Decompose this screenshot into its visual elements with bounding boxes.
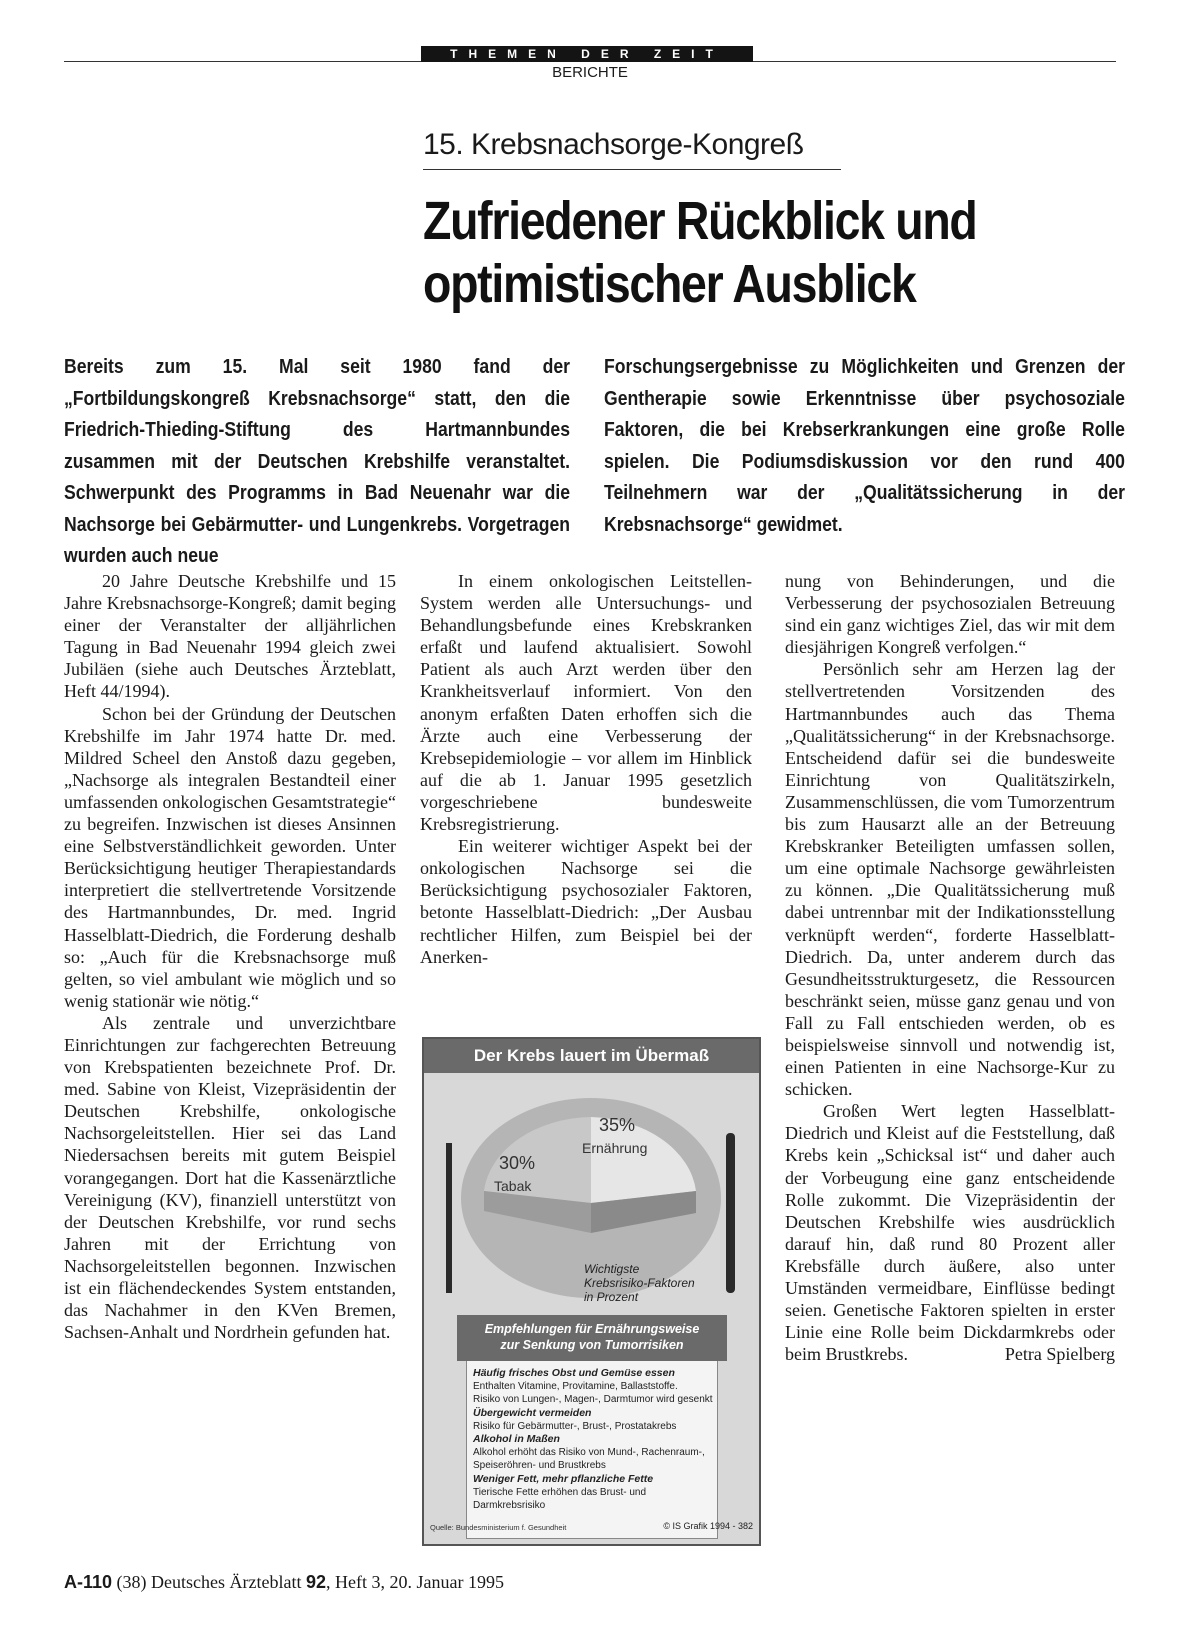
recommendations-heading-1: Empfehlungen für Ernährungsweise (484, 1322, 700, 1336)
section-label: THEMEN DER ZEIT (421, 46, 753, 62)
knife-icon (726, 1133, 735, 1293)
lead-right: Forschungsergebnisse zu Möglichkeiten und Grenzen der Gentherapie sowie Erkenntnisse über psychosoziale Faktoren, die bei Krebserkrankungen eine große Rolle spielen. Die Podiumsdiskussion vor den rund 400 Teilnehmern war der „Qualitätssicherung in der Krebsnachsorge“ gewidmet. (604, 356, 1125, 536)
risk-factor-graphic (422, 1037, 761, 1546)
recommendations-heading (457, 1315, 727, 1361)
caption-line-1: Wichtigste (584, 1262, 640, 1276)
page-number: A-110 (64, 1572, 113, 1592)
paragraph: Als zentrale und unverzichtbare Einrichtungen zur fachgerechten Betreuung von Krebspatienten bezeichnete Prof. Dr. med. Sabine von Kleist, Vizepräsidentin der Deutschen Krebshilfe, onkologische Nachsorgeleitstellen. Hier sei das Land Niedersachsen bereits mit gutem Beispiel vorangegangen. Dort hat die Kassenärztliche Vereinigung (KV), finanziell unterstützt von der Deutschen Krebshilfe, vor rund sechs Jahren mit der Errichtung von Nachsorgeleitstellen begonnen. Inzwischen ist ein flächendeckendes System entstanden, das Nachahmer in den KVen Bremen, Sachsen-Anhalt und Nordrhein gefunden hat. (64, 1012, 396, 1343)
article-kicker: 15. Krebsnachsorge-Kongreß (423, 128, 804, 161)
body-column-2 (420, 570, 752, 968)
headline-line-2: optimistischer Ausblick (423, 254, 916, 314)
kicker-rule (423, 169, 841, 170)
item-heading: Übergewicht vermeiden (473, 1406, 592, 1419)
item-heading: Weniger Fett, mehr pflanzliche Fette (473, 1472, 654, 1485)
graphic-title: Der Krebs lauert im Übermaß (424, 1039, 759, 1073)
item-line: Alkohol erhöht das Risiko von Mund-, Rachenraum-, (473, 1447, 705, 1459)
ernaehrung-percent: 35% (599, 1115, 636, 1135)
volume-number: 92 (305, 1572, 327, 1592)
recommendations-list (473, 1367, 713, 1512)
lead-left: Bereits zum 15. Mal seit 1980 fand der „Fortbildungskongreß Krebsnachsorge“ statt, den die Friedrich-Thieding-Stiftung des Hartmannbundes zusammen mit der Deutschen Krebshilfe veranstaltet. Schwerpunkt des Programms in Bad Neuenahr war die Nachsorge bei Gebärmutter- und Lungenkrebs. Vorgetragen wurden auch neue (64, 356, 570, 567)
paragraph: Ein weiterer wichtiger Aspekt bei der onkologischen Nachsorge sei die Berücksichtigung psychosozialer Faktoren, betonte Hasselblatt-Diedrich: „Der Ausbau rechtlicher Hilfen, zum Beispiel bei der Anerken- (420, 836, 752, 967)
body-column-1 (64, 570, 396, 1343)
paragraph: Schon bei der Gründung der Deutschen Krebshilfe im Jahr 1974 hatte Dr. med. Mildred Scheel den Anstoß dazu gegeben, „Nachsorge als integralen Bestandteil einer umfassenden onkologischen Gesamtstrategie“ zu begreifen. Inzwischen ist dieses Ansinnen eine Selbstverständlichkeit geworden. Unter Berücksichtigung heutiger Therapiestandards interpretiert die stellvertretende Vorsitzende des Hartmannbundes, Dr. med. Ingrid Hasselblatt-Diedrich, die Forderung deshalb so: „Auch für die Krebsnachsorge muß gelten, so viel ambulant wie möglich und so wenig stationär wie nötig.“ (64, 703, 396, 1011)
recommendations-box (466, 1322, 718, 1539)
recommendations-heading-2: zur Senkung von Tumorrisiken (500, 1338, 684, 1352)
tabak-label: Tabak (494, 1178, 532, 1194)
item-line: Risiko für Gebärmutter-, Brust-, Prostatakrebs (473, 1420, 677, 1432)
fork-icon (446, 1143, 452, 1293)
graphic-copyright: © IS Grafik 1994 - 382 (663, 1521, 753, 1531)
item-heading: Häufig frisches Obst und Gemüse essen (473, 1367, 675, 1379)
headline-line-1: Zufriedener Rückblick und (423, 191, 977, 251)
tabak-percent: 30% (499, 1153, 536, 1173)
item-line: Tierische Fette erhöhen das Brust- und Darmkrebsrisiko (473, 1486, 647, 1512)
paragraph: nung von Behinderungen, und die Verbesserung der psychosozialen Betreuung sind ein ganz wichtiges Ziel, das wir mit dem diesjährigen Kongreß verfolgen.“ (785, 571, 1115, 658)
body-column-3 (785, 570, 1115, 1365)
pie-plate-illustration (424, 1073, 759, 1333)
item-heading: Alkohol in Maßen (473, 1433, 560, 1446)
subsection-label: BERICHTE (552, 64, 628, 81)
paragraph: 20 Jahre Deutsche Krebshilfe und 15 Jahre Krebsnachsorge-Kongreß; damit beging einer der Veranstalter der alljährlichen Tagung in Bad Neuenahr 1994 gleich zwei Jubiläen (siehe auch Deutsches Ärzteblatt, Heft 44/1994). (64, 571, 396, 702)
page-footer (64, 1572, 504, 1593)
item-line: Enthalten Vitamine, Provitamine, Ballaststoffe. (473, 1381, 678, 1393)
article-headline (423, 190, 1025, 316)
ernaehrung-label: Ernährung (582, 1140, 648, 1156)
paragraph: Persönlich sehr am Herzen lag der stellvertretenden Vorsitzenden des Hartmannbundes auch das Thema „Qualitätssicherung“ in der Krebsnachsorge. Entscheidend dafür sei die bundesweite Einrichtung von Qualitätszirkeln, Zusammenschlüssen, die vom Tumorzentrum bis zum Hausarzt alle an der Betreuung Krebskranker Beteiligten umfassen sollen, um eine optimale Nachsorge gewährleisten zu können. „Die Qualitätssicherung muß dabei untrennbar mit der Indikationsstellung verknüpft werden“, forderte Hasselblatt-Diedrich. Da, unter anderem durch das Gesundheitsstrukturgesetz, die Ressourcen beschränkt seien, müsse ganz genau und von Fall zu Fall entschieden werden, ob es beispielsweise sinnvoll und notwendig ist, einen Patienten in eine Nachsorge-Kur zu schicken. (785, 659, 1115, 1100)
citation-post: , Heft 3, 20. Januar 1995 (326, 1572, 504, 1592)
paragraph: In einem onkologischen Leitstellen-System werden alle Untersuchungs- und Behandlungsbefunde eines Krebskranken erfaßt und laufend aktualisiert. Sowohl Patient als auch Arzt werden über den Krankheitsverlauf informiert. Von den anonym erfaßten Daten erhoffen sich die Ärzte auch eine Verbesserung der Krebsepidemiologie – vor allem im Hinblick auf die ab 1. Januar 1995 gesetzlich vorgeschriebene bundesweite Krebsregistrierung. (420, 571, 752, 835)
item-line: Speiseröhren- und Brustkrebs (473, 1460, 606, 1472)
caption-line-3: in Prozent (584, 1290, 639, 1304)
caption-line-2: Krebsrisiko-Faktoren (584, 1276, 695, 1290)
paragraph: Großen Wert legten Hasselblatt-Diedrich und Kleist auf die Feststellung, daß Krebs kein „Schicksal ist“ und daher auch der Vorbeugung eine ganz entscheidende Rolle zukommt. Die Vizepräsidentin der Deutschen Krebshilfe wies ausdrücklich darauf hin, daß rund 80 Prozent aller Krebsfälle durch äußere, also unter Umständen vermeidbare, Einflüsse bedingt seien. Genetische Faktoren spielten in erster Linie eine Rolle beim Dickdarmkrebs oder beim Brustkrebs. (785, 1101, 1115, 1365)
item-line: Risiko von Lungen-, Magen-, Darmtumor wird gesenkt (473, 1394, 713, 1406)
author-signature: Petra Spielberg (1004, 1344, 1115, 1365)
citation-pre: (38) Deutsches Ärzteblatt (116, 1572, 302, 1592)
graphic-source: Quelle: Bundesministerium f. Gesundheit (430, 1523, 567, 1532)
